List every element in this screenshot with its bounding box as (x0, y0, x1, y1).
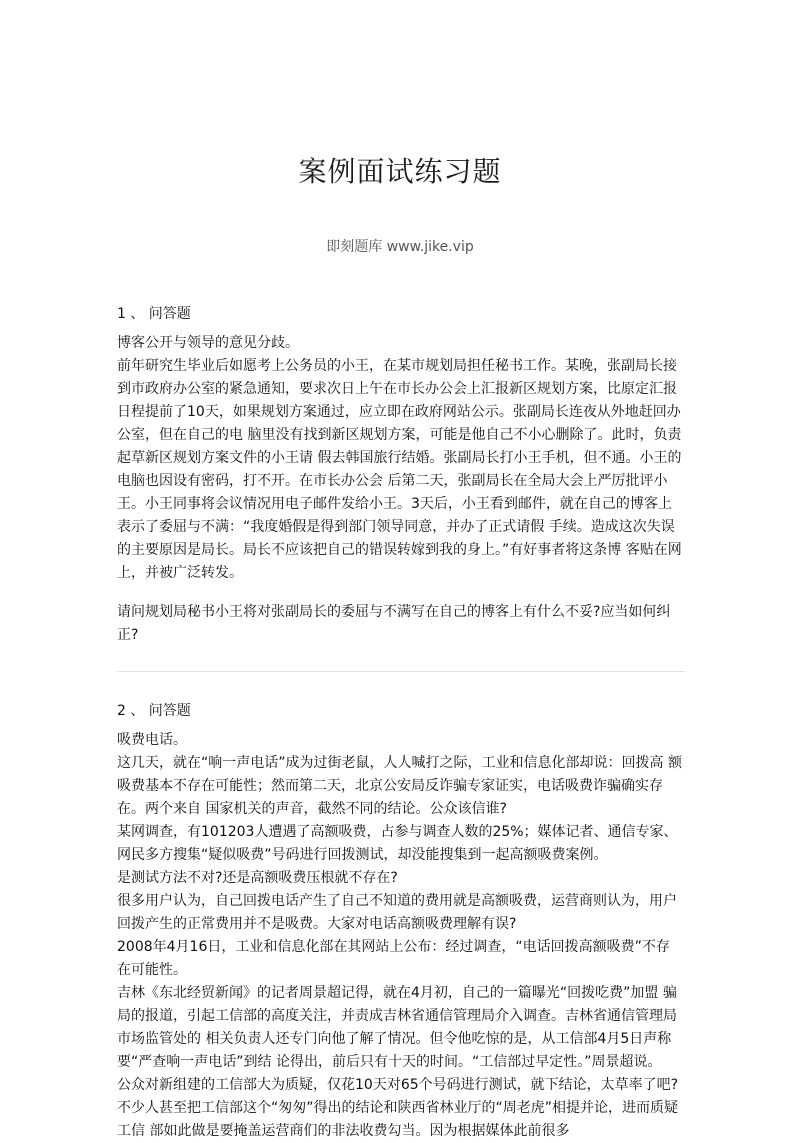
question-paragraph: 博客公开与领导的意见分歧。 (117, 335, 299, 351)
question-2 (117, 700, 685, 1143)
question-paragraph: 2008年4月16日，工业和信息化部在其网站上公布：经过调查，“电话回拨高额吸费”不存 在可能性。 (117, 939, 670, 978)
question-paragraph: 某网调查，有101203人遭遇了高额吸费，占参与调查人数的25%；媒体记者、通信专家、网民多方搜集“疑似吸费”号码进行回拨测试，却没能搜集到一起高额吸费案例。 (117, 824, 678, 863)
question-body (117, 729, 685, 1143)
section-divider (117, 671, 685, 672)
question-paragraph: 这几天，就在“响一声电话”成为过街老鼠，人人喊打之际，工业和信息化部却说：回拨高 额吸费基本不存在可能性；然而第二天，北京公安局反诈骗专家证实，电话吸费诈骗确实存在。两个来自 国家机关的声音，截然不同的结论。公众该信谁? (117, 755, 682, 817)
question-paragraph: 吸费电话。 (117, 732, 187, 748)
question-paragraph: 是测试方法不对?还是高额吸费压根就不存在? (117, 870, 398, 886)
question-body (117, 332, 685, 647)
question-paragraph: 吉林《东北经贸新闻》的记者周景超记得，就在4月初，自己的一篇曝光“回拨吃费”加盟 骗局的报道，引起工信部的高度关注，并责成吉林省通信管理局介入调查。吉林省通信管理局市场监管处的 相关负责人还专门向他了解了情况。但令他吃惊的是，从工信部4月5日声称要“严查响一声电话”到结 论得出，前后只有十天的时间。“工信部过早定性。”周景超说。 (117, 985, 677, 1070)
page-title: 案例面试练习题 (298, 155, 502, 188)
page-subtitle: 即刻题库 www.jike.vip (326, 239, 474, 255)
question-paragraph: 很多用户认为，自己回拨电话产生了自己不知道的费用就是高额吸费，运营商则认为，用户 回拨产生的正常费用并不是吸费。大家对电话高额吸费理解有误? (117, 893, 677, 932)
question-prompt: 请问规划局秘书小王将对张副局长的委屈与不满写在自己的博客上有什么不妥?应当如何纠 正? (117, 604, 671, 643)
question-paragraph: 前年研究生毕业后如愿考上公务员的小王，在某市规划局担任秘书工作。某晚，张副局长接 到市政府办公室的紧急通知，要求次日上午在市长办公会上汇报新区规划方案，比原定汇报日程提前了10天，如果规划方案通过，应立即在政府网站公示。张副局长连夜从外地赶回办公室，但在自己的电 脑里没有找到新区规划方案，可能是他自己不小心删除了。此时，负责起草新区规划方案文件的小王请 假去韩国旅行结婚。张副局长打小王手机，但不通。小王的电脑也因设有密码，打不开。在市长办公会 后第二天，张副局长在全局大会上严厉批评小王。小王同事将会议情况用电子邮件发给小王。3天后，小王看到邮件，就在自己的博客上表示了委屈与不满：“我度婚假是得到部门领导同意，并办了正式请假 手续。造成这次失误的主要原因是局长。局长不应该把自己的错误转嫁到我的身上。”有好事者将这条博 客贴在网上，并被广泛转发。 (117, 358, 682, 581)
question-paragraph: 公众对新组建的工信部大为质疑，仅花10天对65个号码进行测试，就下结论，太草率了吧? 不少人甚至把工信部这个“匆匆”得出的结论和陕西省林业厅的“周老虎”相提并论，进而质疑工信 部如此做是要掩盖运营商们的非法收费勾当。因为根据媒体此前很多 (117, 1077, 679, 1139)
question-number-label: 2 、 问答题 (117, 703, 191, 719)
document-content (117, 303, 685, 1143)
question-1 (117, 303, 685, 647)
question-number-label: 1 、 问答题 (117, 306, 191, 322)
